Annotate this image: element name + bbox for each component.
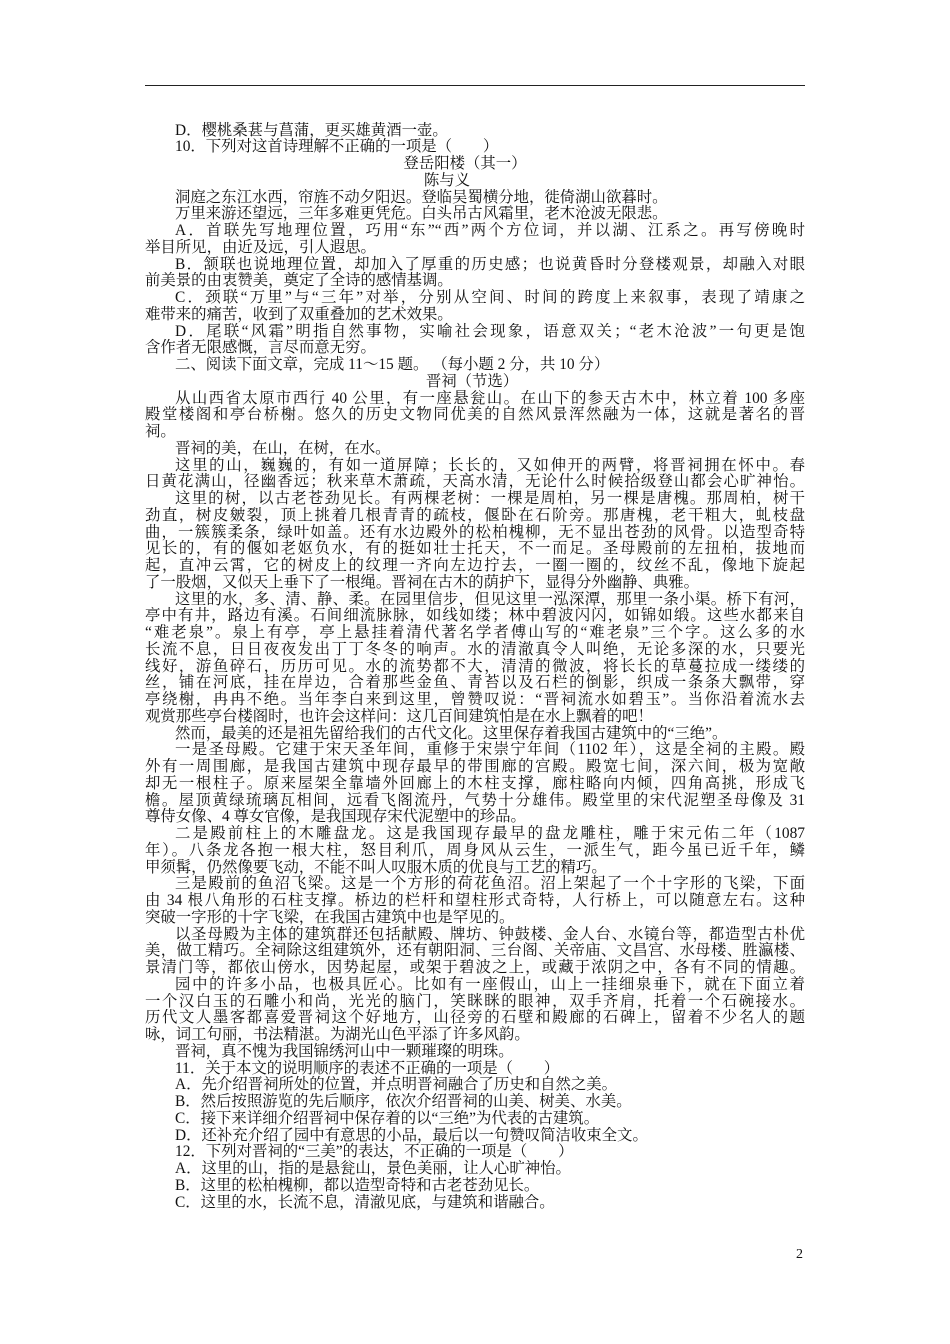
paragraph-line: 然而，最美的还是祖先留给我们的古代文化。这里保存着我国古建筑中的“三绝”。 — [175, 724, 728, 742]
paragraph-line: 二是殿前柱上的木雕盘龙。这是我国现存最早的盘龙雕柱，雕于宋元佑二年（1087 — [175, 825, 805, 843]
page-number: 2 — [796, 1247, 803, 1262]
paragraph-line: 一是圣母殿。它建于宋天圣年间，重修于宋崇宁年间（1102 年），这是全祠的主殿。殿 — [175, 741, 805, 759]
paragraph-line: 劲直，树皮皴裂，顶上挑着几根青青的疏枝，偃卧在石阶旁。那唐槐，老干粗大，虬枝盘 — [145, 506, 805, 524]
option-line: 前美景的由衷赞美，奠定了全诗的感情基调。 — [145, 272, 453, 290]
question-11-option-d: D．还补充介绍了园中有意思的小品，最后以一句赞叹简洁收束全文。 — [175, 1126, 648, 1144]
paragraph-line: 以圣母殿为主体的建筑群还包括献殿、牌坊、钟鼓楼、金人台、水镜台等，都造型古朴优 — [175, 925, 805, 943]
article-paragraph — [145, 726, 805, 743]
option-line: 含作者无限感慨，言尽而意无穷。 — [145, 339, 376, 357]
question-11-stem: 11．关于本文的说明顺序的表述不正确的一项是（ ） — [175, 1059, 560, 1077]
article-paragraph — [145, 491, 805, 592]
article-paragraph — [145, 458, 805, 492]
paragraph-line: 祠。 — [145, 423, 176, 441]
paragraph-line: 这里的山，巍巍的，有如一道屏障；长长的，又如伸开的两臂，将晋祠拥在怀中。春 — [175, 456, 805, 474]
article-paragraph — [145, 1044, 805, 1061]
question-9-option-d: D．樱桃桑葚与菖蒲，更买雄黄酒一壶。 — [175, 121, 448, 139]
question-12-option-b: B．这里的松柏槐柳，都以造型奇特和古老苍劲见长。 — [175, 1176, 540, 1194]
question-10 — [145, 139, 805, 357]
poem-line: 万里来游还望远，三年多难更凭危。白头吊古风霜里，老木沧波无限悲。 — [175, 205, 668, 223]
article-paragraph — [145, 876, 805, 926]
article-paragraph — [145, 391, 805, 441]
question-10-option-c — [145, 290, 805, 324]
paragraph-line: 檐。屋顶黄绿琉璃瓦相间，远看飞阁流丹，气势十分雄伟。殿堂里的宋代泥塑圣母像及 31 — [145, 791, 805, 809]
article — [145, 374, 805, 1061]
article-paragraph — [145, 592, 805, 726]
paragraph-line: 丝，铺在河底，挂在岸边，合着那些金鱼、青苔以及石栏的倒影，织成一条条大飘带，穿 — [145, 674, 805, 692]
article-paragraph — [145, 826, 805, 876]
paragraph-line: 却无一根柱子。原来屋架全靠墙外回廊上的木柱支撑，廊柱略向内倾，四角高挑，形成飞 — [145, 774, 805, 792]
paragraph-line: 长流不息，日日夜夜发出丁丁冬冬的响声。水的清澈真令人叫绝，无论多深的水，只要光 — [145, 640, 805, 658]
paragraph-line: 亭绕榭，冉冉不绝。当年李白来到这里，曾赞叹说：“晋祠流水如碧玉”。当你沿着流水去 — [145, 691, 805, 709]
paragraph-line: 由 34 根八角形的石柱支撑。桥边的栏杆和望柱形式奇特，人行桥上，可以随意左右。这种 — [145, 892, 805, 910]
paragraph-line: 一个汉白玉的石雕小和尚，光光的脑门，笑眯眯的眼神，双手齐肩，托着一个石碗接水。 — [145, 992, 805, 1010]
paragraph-line: 亭中有井，路边有溪。石间细流脉脉，如线如缕；林中碧波闪闪，如锦如缎。这些水都来自 — [145, 607, 805, 625]
paragraph-line: 园中的许多小品，也极具匠心。比如有一座假山，山上一挂细泉垂下，就在下面立着 — [175, 975, 805, 993]
paragraph-line: 突破一字形的十字飞梁，在我国古建筑中也是罕见的。 — [145, 908, 515, 926]
poem-line: 洞庭之东江水西，帘旌不动夕阳迟。登临吴蜀横分地，徙倚湖山欲暮时。 — [175, 188, 668, 206]
paragraph-line: 三是殿前的鱼沼飞梁。这是一个方形的荷花鱼沼。沼上架起了一个十字形的飞梁，下面 — [175, 875, 805, 893]
paragraph-line: 曲，一簇簇柔条，绿叶如盖。还有水边殿外的松柏槐柳，无不显出苍劲的风骨。以造型奇特 — [145, 523, 805, 541]
question-10-stem: 10．下列对这首诗理解不正确的一项是（ ） — [175, 138, 499, 156]
paragraph-line: 从山西省太原市西行 40 公里，有一座悬瓮山。在山下的参天古木中，林立着 100 多座 — [175, 389, 805, 407]
section-2-heading: 二、阅读下面文章，完成 11～15 题。 （每小题 2 分，共 10 分） — [175, 356, 610, 374]
poem-author: 陈与义 — [423, 171, 471, 189]
paragraph-line: 这里的树，以古老苍劲见长。有两棵老树：一棵是周柏，另一棵是唐槐。那周柏，树干 — [175, 490, 805, 508]
paragraph-line: 咏，词工句丽，书法精湛。为湖光山色平添了许多风韵。 — [145, 1026, 530, 1044]
paragraph-line: 外有一周围廊，是我国古建筑中现存最早的带围廊的宫殿。殿宽七间，深六间，极为宽敞 — [145, 758, 805, 776]
paragraph-line: “难老泉”。泉上有亭，亭上悬挂着清代著名学者傅山写的“难老泉”三个字。这么多的水 — [145, 624, 805, 642]
question-10-option-b — [145, 257, 805, 291]
article-paragraph — [145, 441, 805, 458]
article-paragraph — [145, 977, 805, 1044]
question-12-option-a: A．这里的山，指的是悬瓮山，景色美丽，让人心旷神怡。 — [175, 1160, 571, 1178]
paragraph-line: 了一股烟，又似天上垂下了一根绳。晋祠在古木的荫护下，显得分外幽静、典雅。 — [145, 573, 700, 591]
paragraph-line: 起，直冲云霄，它的树皮上的纹理一齐向左边拧去，一圈一圈的，纹丝不乱，像地下旋起 — [145, 557, 805, 575]
question-10-option-d — [145, 324, 805, 358]
question-11-option-c: C．接下来详细介绍晋祠中保存着的以“三绝”为代表的古建筑。 — [175, 1109, 600, 1127]
article-paragraph — [145, 742, 805, 826]
question-11 — [145, 1061, 805, 1145]
poem — [145, 156, 805, 223]
option-line: 举目所见，由近及远，引人遐思。 — [145, 238, 376, 256]
paragraph-line: 晋祠的美，在山，在树，在水。 — [175, 439, 391, 457]
paragraph-line: 年）。八条龙各抱一根大柱，怒目利爪，周身风从云生，一派生气，距今虽已近千年，鳞 — [145, 841, 805, 859]
article-paragraph — [145, 927, 805, 977]
question-10-option-a — [145, 223, 805, 257]
poem-title: 登岳阳楼（其一） — [403, 155, 527, 173]
question-12-stem: 12．下列对晋祠的“三美”的表达，不正确的一项是（ ） — [175, 1143, 574, 1161]
paragraph-line: 殿堂楼阁和亭台桥榭。悠久的历史文物同优美的自然风景浑然融为一体，这就是著名的晋 — [145, 406, 805, 424]
paragraph-line: 观赏那些亭台楼阁时，也许会这样问：这几百间建筑怕是在水上飘着的吧！ — [145, 707, 653, 725]
option-line: 难带来的痛苦，收到了双重叠加的艺术效果。 — [145, 305, 453, 323]
page-content — [145, 123, 805, 1212]
paragraph-line: 这里的水，多、清、静、柔。在园里信步，但见这里一泓深潭，那里一条小渠。桥下有河， — [175, 590, 805, 608]
paragraph-line: 甲须髯，仍然像要飞动，不能不叫人叹服木质的优良与工艺的精巧。 — [145, 858, 607, 876]
option-line: D．尾联“风霜”明指自然事物，实喻社会现象，语意双关；“老木沧波”一句更是饱 — [175, 322, 805, 340]
paragraph-line: 晋祠，真不愧为我国锦绣河山中一颗璀璨的明珠。 — [175, 1042, 514, 1060]
paragraph-line: 美，做工精巧。全祠除这组建筑外，还有朝阳洞、三台阁、关帝庙、文昌宫、水母楼、胜瀛楼、 — [145, 942, 805, 960]
article-title: 晋祠（节选） — [425, 372, 519, 390]
question-12 — [145, 1144, 805, 1211]
question-12-option-c: C．这里的水，长流不息，清澈见底，与建筑和谐融合。 — [175, 1193, 555, 1211]
header-rule — [145, 85, 805, 86]
option-line: A．首联先写地理位置，巧用“东”“西”两个方位词，并以湖、江系之。再写傍晚时 — [175, 222, 805, 240]
option-line: B．颔联也说地理位置，却加入了厚重的历史感；也说黄昏时分登楼观景，却融入对眼 — [175, 255, 805, 273]
paragraph-line: 尊侍女像、4 尊女官像，是我国现存宋代泥塑中的珍品。 — [145, 808, 526, 826]
paragraph-line: 历代文人墨客都喜爱晋祠这个好地方，山径旁的石壁和殿廊的石碑上，留着不少名人的题 — [145, 1009, 805, 1027]
option-line: C．颈联“万里”与“三年”对举，分别从空间、时间的跨度上来叙事，表现了靖康之 — [175, 289, 805, 307]
question-11-option-b: B．然后按照游览的先后顺序，依次介绍晋祠的山美、树美、水美。 — [175, 1093, 632, 1111]
paragraph-line: 日黄花满山，径幽香远；秋来草木萧疏，天高水清，无论什么时候拾级登山都会心旷神怡。 — [145, 473, 805, 491]
paragraph-line: 线好，游鱼碎石，历历可见。水的流势都不大，清清的微波，将长长的草蔓拉成一缕缕的 — [145, 657, 805, 675]
paragraph-line: 景清门等，都依山傍水，因势起屋，或架于碧波之上，或藏于浓阴之中，各有不同的情趣。 — [145, 959, 805, 977]
paragraph-line: 见长的，有的偃如老妪负水，有的挺如壮士托天，不一而足。圣母殿前的左扭柏，拔地而 — [145, 540, 805, 558]
question-11-option-a: A．先介绍晋祠所处的位置，并点明晋祠融合了历史和自然之美。 — [175, 1076, 618, 1094]
